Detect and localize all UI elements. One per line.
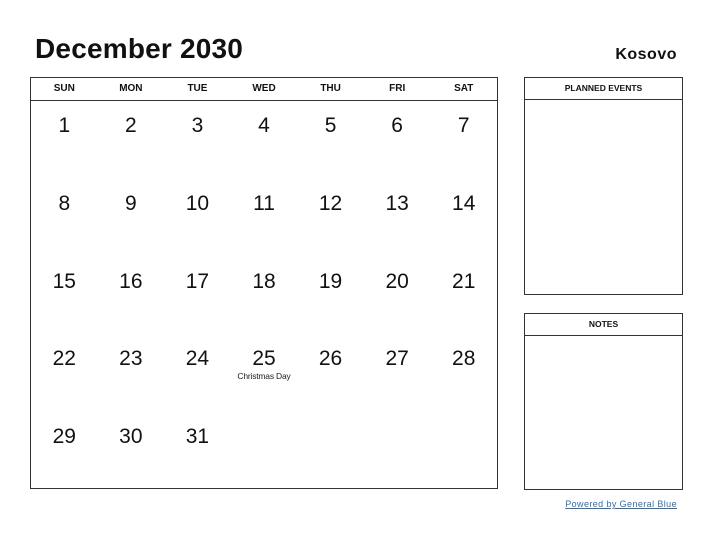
- day-cell: [364, 178, 431, 256]
- day-cell: [430, 256, 497, 334]
- day-cell: [164, 100, 231, 178]
- day-number: 24: [185, 347, 210, 371]
- day-cell: [430, 178, 497, 256]
- day-cell: [31, 333, 98, 411]
- day-number: 7: [457, 114, 470, 137]
- day-number: 4: [258, 114, 270, 137]
- weekday-wed: WED: [252, 83, 276, 94]
- planned-events-header: PLANNED EVENTS: [525, 78, 682, 100]
- day-cell: [164, 411, 231, 489]
- day-number: 18: [252, 269, 276, 293]
- day-number: 27: [385, 347, 409, 371]
- day-cell: [364, 333, 431, 411]
- day-cell: [364, 100, 431, 178]
- day-number: 12: [318, 191, 343, 215]
- day-cell: [297, 256, 364, 334]
- day-cell: [231, 333, 298, 411]
- day-number: 21: [452, 269, 476, 293]
- day-number: 2: [125, 114, 137, 137]
- day-cell: [164, 333, 231, 411]
- day-number: 15: [52, 269, 76, 293]
- notes-header: NOTES: [525, 314, 682, 336]
- day-number: 11: [253, 191, 275, 215]
- day-grid: [31, 100, 497, 489]
- day-number: 8: [58, 191, 71, 215]
- weekday-thu: THU: [320, 83, 341, 94]
- weekday-tue: TUE: [187, 83, 208, 94]
- day-cell: [164, 178, 231, 256]
- weekday-header-row: [31, 78, 497, 101]
- day-number: 10: [185, 191, 210, 215]
- day-cell: [231, 178, 298, 256]
- day-number: 3: [191, 114, 204, 137]
- day-number: 17: [185, 269, 210, 293]
- day-cell: [297, 333, 364, 411]
- day-cell: [98, 178, 165, 256]
- day-cell: [31, 411, 98, 489]
- holiday-label: Christmas Day: [237, 371, 291, 382]
- day-number: 1: [58, 114, 71, 137]
- day-number: 16: [119, 269, 143, 293]
- day-cell: [297, 178, 364, 256]
- calendar-title: December 2030: [35, 33, 244, 64]
- day-number: 29: [52, 425, 76, 449]
- day-cell: [297, 411, 364, 489]
- day-cell: [98, 411, 165, 489]
- day-number: 26: [318, 347, 343, 371]
- day-cell: [98, 100, 165, 178]
- day-cell: [364, 411, 431, 489]
- day-cell: [31, 100, 98, 178]
- day-cell: [164, 256, 231, 334]
- day-cell: [430, 100, 497, 178]
- day-number: 6: [391, 114, 403, 137]
- day-cell: [98, 333, 165, 411]
- planned-events-panel: [524, 77, 683, 295]
- day-cell: [31, 178, 98, 256]
- day-cell: [231, 411, 298, 489]
- weekday-mon: MON: [119, 83, 143, 94]
- day-number: 19: [318, 269, 343, 293]
- day-number: 14: [452, 191, 476, 215]
- day-number: 9: [125, 191, 137, 215]
- month-calendar: [30, 77, 498, 489]
- day-cell: [231, 256, 298, 334]
- day-cell: [98, 256, 165, 334]
- day-number: 30: [119, 425, 143, 449]
- notes-panel: [524, 313, 683, 490]
- weekday-fri: FRI: [389, 83, 406, 94]
- day-number: 5: [324, 114, 337, 137]
- day-number: 22: [52, 347, 76, 371]
- day-cell: [31, 256, 98, 334]
- day-cell: [364, 256, 431, 334]
- country-label: Kosovo: [615, 46, 677, 63]
- day-number: 28: [452, 347, 476, 371]
- weekday-sat: SAT: [454, 83, 474, 94]
- day-cell: [231, 100, 298, 178]
- weekday-sun: SUN: [53, 83, 75, 94]
- day-cell: [430, 411, 497, 489]
- day-number: 31: [185, 425, 210, 449]
- day-number: 13: [385, 191, 409, 215]
- day-cell: [430, 333, 497, 411]
- day-number: 20: [385, 269, 409, 293]
- day-number: 25: [252, 347, 276, 371]
- day-number: 23: [119, 347, 143, 371]
- powered-by-link[interactable]: Powered by General Blue: [565, 499, 677, 509]
- day-cell: [297, 100, 364, 178]
